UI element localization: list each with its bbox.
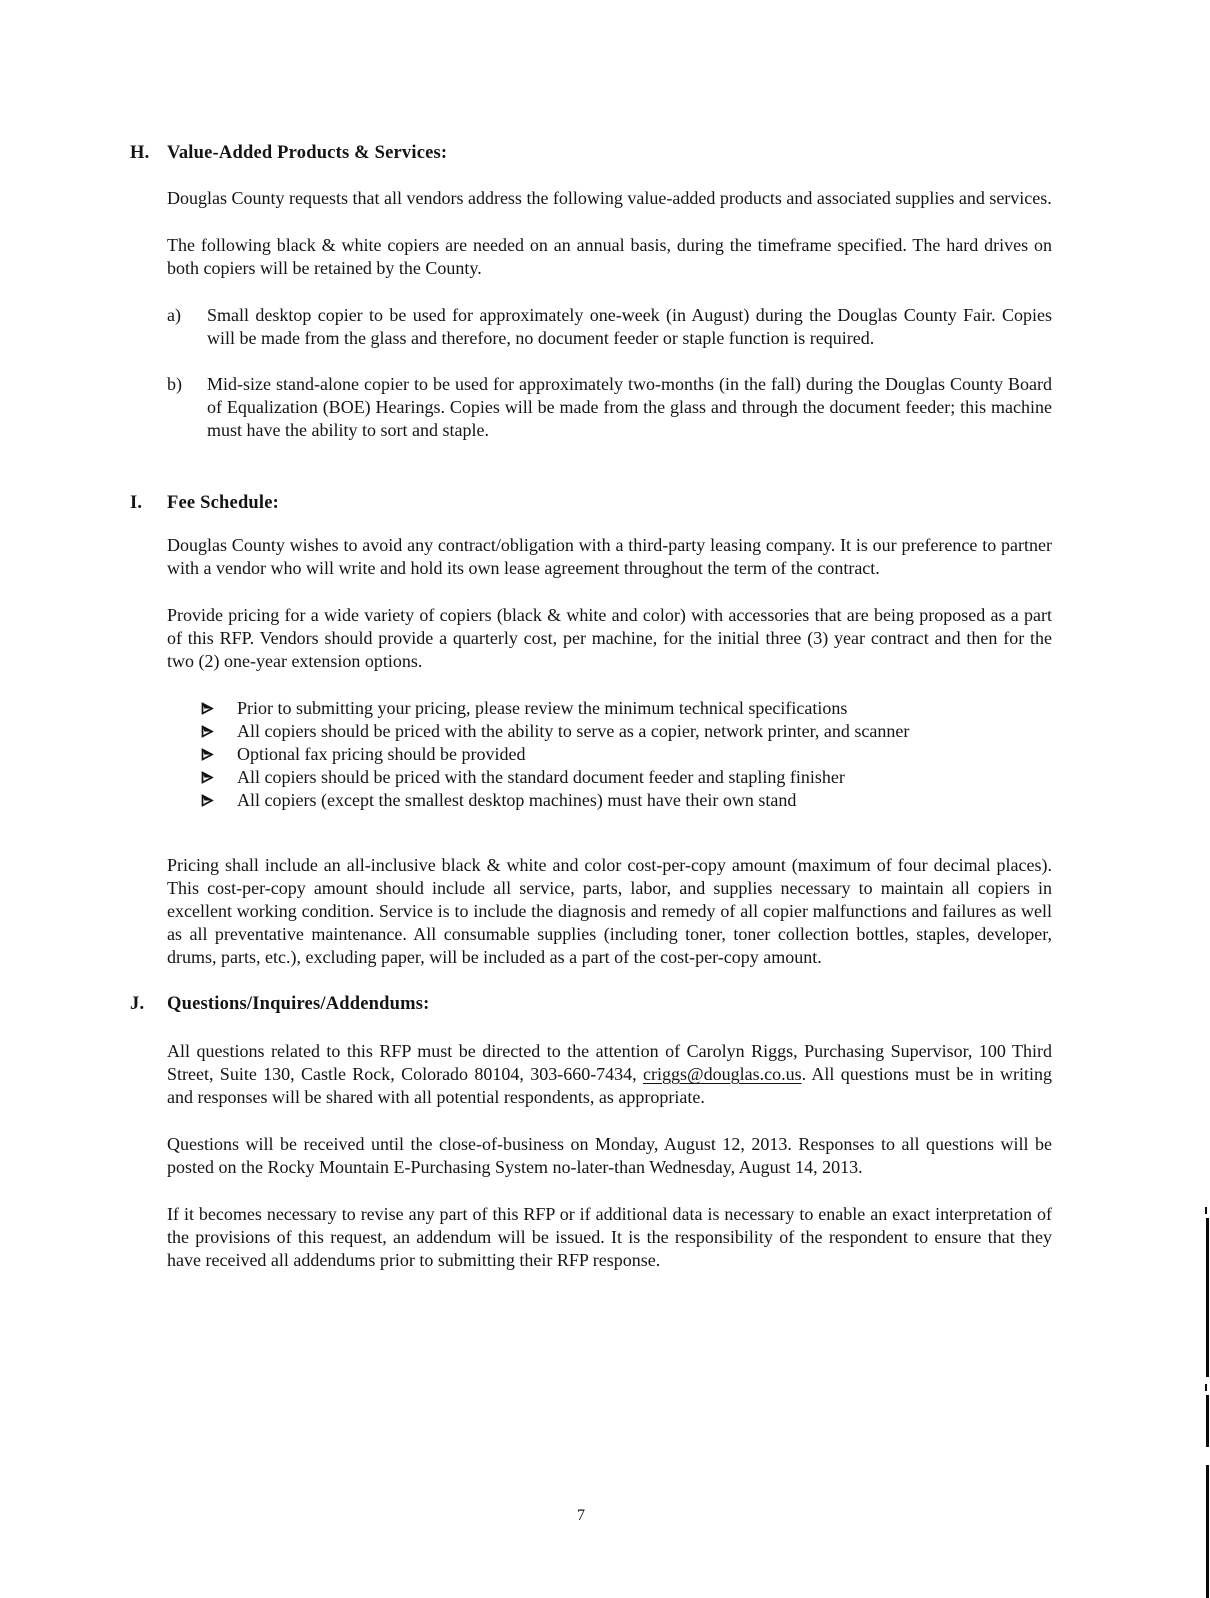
section-h-title: Value-Added Products & Services:: [167, 143, 448, 163]
bullet-item: [200, 789, 1052, 812]
page-number: 7: [577, 1507, 585, 1524]
section-i-label: I.: [130, 493, 143, 513]
section-j-heading: [130, 993, 1052, 1016]
list-item-b-label: b): [167, 374, 182, 394]
section-j-label: J.: [130, 994, 145, 1014]
section-h-paragraph-1: Douglas County requests that all vendors address the following value-added products and associated supplies and services.: [167, 188, 1052, 208]
list-item-b-text: Mid-size stand-alone copier to be used for approximately two-months (in the fall) during the Douglas County Board of Equalization (BOE) Hearings. Copies will be made from the glass and through the document feeder; this machine must have the ability to sort and staple.: [207, 374, 1052, 440]
list-item-a-text: Small desktop copier to be used for approximately one-week (in August) during the Douglas County Fair. Copies will be made from the glass and therefore, no document feeder or staple function is required.: [207, 305, 1052, 348]
paragraph-text: . All questions must be in writing and responses will be shared with all potential respondents, as appropriate.: [167, 1064, 1052, 1107]
section-i-paragraph-3: Pricing shall include an all-inclusive black & white and color cost-per-copy amount (maximum of four decimal places). This cost-per-copy amount should include all service, parts, labor, and supplies necessary to maintain all copiers in excellent working condition. Service is to include the diagnosis and remedy of all copier malfunctions and failures as well as all preventative maintenance. All consumable supplies (including toner, toner collection bottles, staples, developer, drums, parts, etc.), excluding paper, will be included as a part of the cost-per-copy amount.: [167, 855, 1052, 967]
email-link[interactable]: criggs@douglas.co.us: [643, 1064, 802, 1084]
section-j-paragraph-1: [167, 1040, 1052, 1109]
section-i-paragraph-1: Douglas County wishes to avoid any contract/obligation with a third-party leasing company. It is our preference to partner with a vendor who will write and hold its own lease agreement throughout the term of the contract.: [167, 535, 1052, 578]
section-j-paragraph-2: Questions will be received until the close-of-business on Monday, August 12, 2013. Responses to all questions will be posted on the Rocky Mountain E-Purchasing System no-later-than Wednesday, August 14, 2013.: [167, 1134, 1052, 1177]
bullet-item: [200, 766, 1052, 789]
scan-artifact-tick: [1205, 1384, 1207, 1391]
bullet-item-text: Optional fax pricing should be provided: [237, 744, 526, 764]
section-h-heading: [130, 142, 1052, 165]
list-item-a-label: a): [167, 305, 181, 325]
bullet-item-text: All copiers should be priced with the ability to serve as a copier, network printer, and scanner: [237, 721, 910, 741]
bullet-item: [200, 697, 1052, 720]
bullet-item-text: All copiers (except the smallest desktop machines) must have their own stand: [237, 790, 797, 810]
section-j-title: Questions/Inquires/Addendums:: [167, 994, 430, 1014]
section-i-heading: [130, 492, 1052, 515]
bullet-item: [200, 720, 1052, 743]
bullet-item: [200, 743, 1052, 766]
bullet-list: [200, 697, 1052, 812]
list-item-b: [167, 373, 1052, 442]
section-i-title: Fee Schedule:: [167, 493, 280, 513]
bullet-item-text: All copiers should be priced with the standard document feeder and stapling finisher: [237, 767, 845, 787]
paragraph-text: All questions related to this RFP must be directed to the attention of Carolyn Riggs, Purchasing Supervisor, 100 Third Street, Suite 130, Castle Rock, Colorado 80104, 303-660-7434,: [167, 1041, 1052, 1084]
arrowhead-bullet-icon: [200, 748, 237, 761]
bullet-item-text: Prior to submitting your pricing, please review the minimum technical specifications: [237, 698, 848, 718]
arrowhead-bullet-icon: [200, 771, 237, 784]
section-h-paragraph-2: The following black & white copiers are needed on an annual basis, during the timeframe specified. The hard drives on both copiers will be retained by the County.: [167, 235, 1052, 278]
list-item-a: [167, 304, 1052, 350]
section-h-label: H.: [130, 143, 150, 163]
arrowhead-bullet-icon: [200, 702, 237, 715]
section-i-paragraph-2: Provide pricing for a wide variety of copiers (black & white and color) with accessories that are being proposed as a part of this RFP. Vendors should provide a quarterly cost, per machine, for the initial three (3) year contract and then for the two (2) one-year extension options.: [167, 605, 1052, 671]
scan-artifact-tick: [1205, 1207, 1207, 1214]
section-j-paragraph-3: If it becomes necessary to revise any part of this RFP or if additional data is necessary to enable an exact interpretation of the provisions of this request, an addendum will be issued. It is the responsibility of the respondent to ensure that they have received all addendums prior to submitting their RFP response.: [167, 1204, 1052, 1270]
scan-artifact-line: [1206, 1218, 1209, 1377]
scan-artifact-line: [1206, 1465, 1209, 1598]
arrowhead-bullet-icon: [200, 794, 237, 807]
scan-artifact-line: [1206, 1395, 1209, 1447]
arrowhead-bullet-icon: [200, 725, 237, 738]
